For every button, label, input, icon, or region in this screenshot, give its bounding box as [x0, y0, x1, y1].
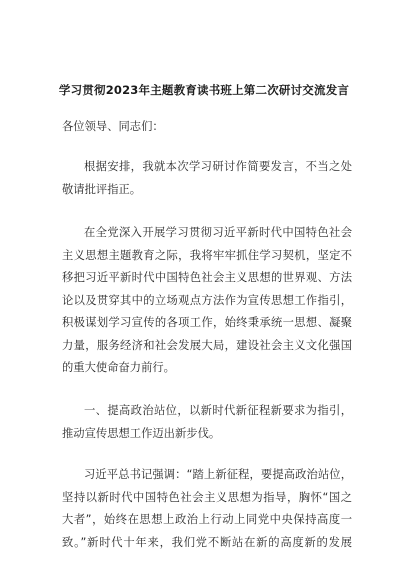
paragraph-line: 根据安排，我就本次学习研讨作简要发言，不当之处	[84, 160, 352, 173]
paragraph-line: 敬请批评指正。	[62, 182, 142, 196]
paragraph-line: 习近平总书记强调：“踏上新征程，要提高政治站位，	[84, 468, 352, 481]
paragraph-line: 的重大使命奋力前行。	[62, 361, 175, 374]
paragraph-line: 推动宣传思想工作迈出新步伐。	[62, 426, 221, 440]
salutation	[62, 116, 352, 139]
paragraph-line: 论以及贯穿其中的立场观点方法作为宣传思想工作指引，	[62, 293, 352, 307]
document-title: 学习贯彻2023年主题教育读书班上第二次研讨交流发言	[58, 83, 350, 97]
paragraph-4	[62, 464, 352, 554]
paragraph-line: 积极谋划学习宣传的各项工作，始终秉承统一思想、凝聚	[62, 316, 352, 329]
paragraph-line: 致。”新时代十年来，我们党不断站在新的高度新的发展	[62, 535, 352, 549]
paragraph-line: 移把习近平新时代中国特色社会主义思想的世界观、方法	[62, 271, 352, 284]
paragraph-line: 力量，服务经济和社会发展大局，建设社会主义文化强国	[62, 338, 352, 352]
paragraph-line: 在全党深入开展学习贯彻习近平新时代中国特色社会	[84, 226, 352, 239]
paragraph-line: 大者”，始终在思想上政治上行动上同党中央保持高度一	[62, 513, 352, 526]
paragraph-line: 坚持以新时代中国特色社会主义思想为指导，胸怀“国之	[62, 490, 352, 504]
salutation-text: 各位领导、同志们：	[62, 120, 164, 133]
paragraph-line: 一、提高政治站位，以新时代新征程新要求为指引，	[84, 404, 352, 417]
paragraph-3	[62, 400, 352, 445]
paragraph-2	[62, 222, 352, 380]
paragraph-1	[62, 156, 352, 201]
paragraph-line: 主义思想主题教育之际，我将牢牢抓住学习契机，坚定不	[62, 248, 352, 262]
